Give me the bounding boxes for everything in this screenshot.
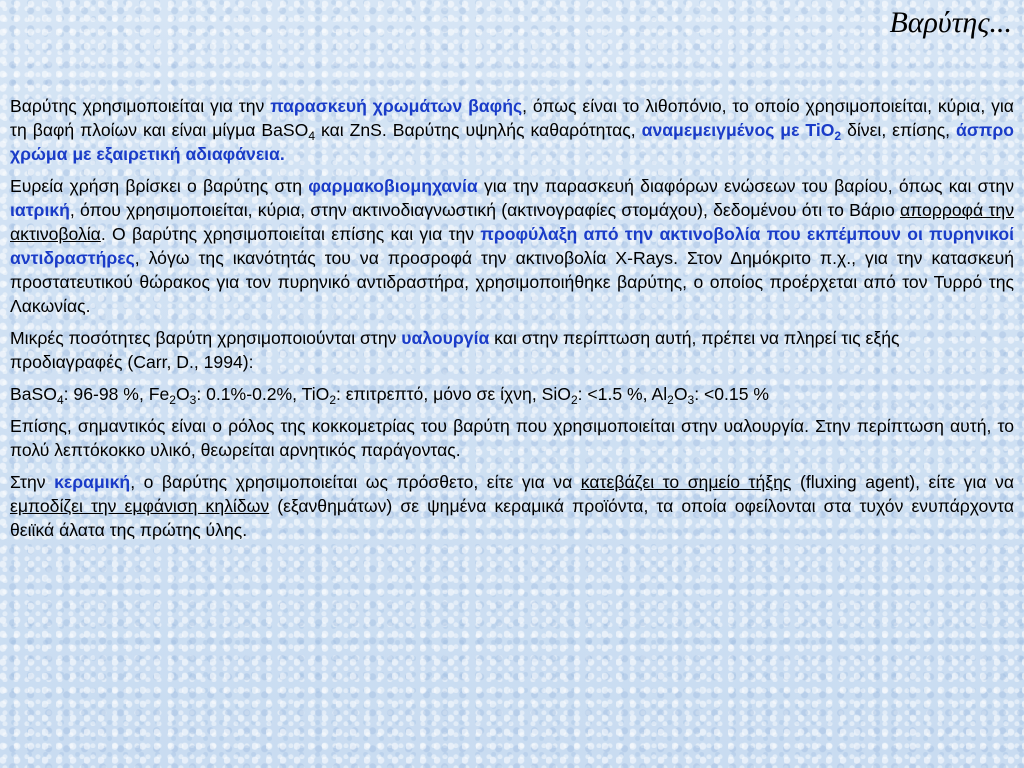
underline-prevents-spots: εμποδίζει την εμφάνιση κηλίδων <box>10 496 270 516</box>
highlight-radiation-protection: προφύλαξη από την ακτινοβολία που εκπέμπουν οι πυρηνικοί αντιδραστήρες <box>10 224 1014 268</box>
highlight-paint-preparation: παρασκευή χρωμάτων βαφής <box>270 96 523 116</box>
highlight-medicine: ιατρική <box>10 200 70 220</box>
paragraph-specifications: BaSO$_4$: 96-98 %, $Fe_2O_3$: 0.1%-0.2%, TiO$_2$: επιτρεπτό, μόνο σε ίχνη, SiO$_2$: <1.5 %, $Al_2O_3$: <0.15 % <box>10 384 770 407</box>
highlight-ceramics: κεραμική <box>54 472 131 492</box>
highlight-glassmaking: υαλουργία <box>401 328 490 348</box>
underline-lowers-melting-point: κατεβάζει το σημείο τήξης <box>580 472 792 492</box>
highlight-pharma: φαρμακοβιομηχανία <box>308 176 478 196</box>
highlight-tio2-mix: αναμεμειγμένος με TiO$_2$ <box>641 120 842 143</box>
underline-absorbs-radiation: απορροφά την ακτινοβολία <box>10 200 1014 244</box>
slide-content <box>10 94 1014 550</box>
paragraph-granulometry: Επίσης, σημαντικός είναι ο ρόλος της κοκκομετρίας του βαρύτη που χρησιμοποιείται στην υαλουργία. Στην περίπτωση αυτή, το πολύ λεπτόκοκκο υλικό, θεωρείται αρνητικός παράγοντας. <box>10 416 1014 460</box>
highlight-white-color: άσπρο χρώμα με εξαιρετική αδιαφάνεια. <box>10 120 1014 164</box>
paragraph-pharma-medical: Ευρεία χρήση βρίσκει ο βαρύτης στη φαρμακοβιομηχανία για την παρασκευή διαφόρων ενώσεων του βαρίου, όπως και στην ιατρική, όπου χρησιμοποιείται, κύρια, στην ακτινοδιαγνωστική (ακτινογραφίες στομάχου), δεδομένου ότι το Βάριο απορροφά την ακτινοβολία. Ο βαρύτης χρησιμοποιείται επίσης και για την προφύλαξη από την ακτινοβολία που εκπέμπουν οι πυρηνικοί αντιδραστήρες, λόγω της ικανότητάς του να προσροφά την ακτινοβολία X-Rays. Στον Δημόκριτο π.χ., για την κατασκευή προστατευτικού θώρακος για τον πυρηνικό αντιδραστήρα, χρησιμοποιήθηκε βαρύτης, ο οποίος προέρχεται από τον Τυρρό της Λακωνίας. <box>10 176 1014 316</box>
paragraph-glass: Μικρές ποσότητες βαρύτη χρησιμοποιούνται στην υαλουργία και στην περίπτωση αυτή, πρέπει να πληρεί τις εξής προδιαγραφές (Carr, D., 1994): <box>10 328 900 372</box>
slide-title: Βαρύτης... <box>889 6 1012 39</box>
paragraph-paint: Βαρύτης χρησιμοποιείται για την παρασκευή χρωμάτων βαφής, όπως είναι το λιθοπόνιο, το οποίο χρησιμοποιείται, κύρια, για τη βαφή πλοίων και είναι μίγμα BaSO$_4$ και ZnS. Βαρύτης υψηλής καθαρότητας, αναμεμειγμένος με TiO$_2$ δίνει, επίσης, άσπρο χρώμα με εξαιρετική αδιαφάνεια. <box>10 96 1014 164</box>
paragraph-ceramics: Στην κεραμική, ο βαρύτης χρησιμοποιείται ως πρόσθετο, είτε για να κατεβάζει το σημείο τήξης (fluxing agent), είτε για να εμποδίζει την εμφάνιση κηλίδων (εξανθημάτων) σε ψημένα κεραμικά προϊόντα, τα οποία οφείλονται στα τυχόν ενυπάρχοντα θειϊκά άλατα της πρώτης ύλης. <box>10 472 1014 540</box>
